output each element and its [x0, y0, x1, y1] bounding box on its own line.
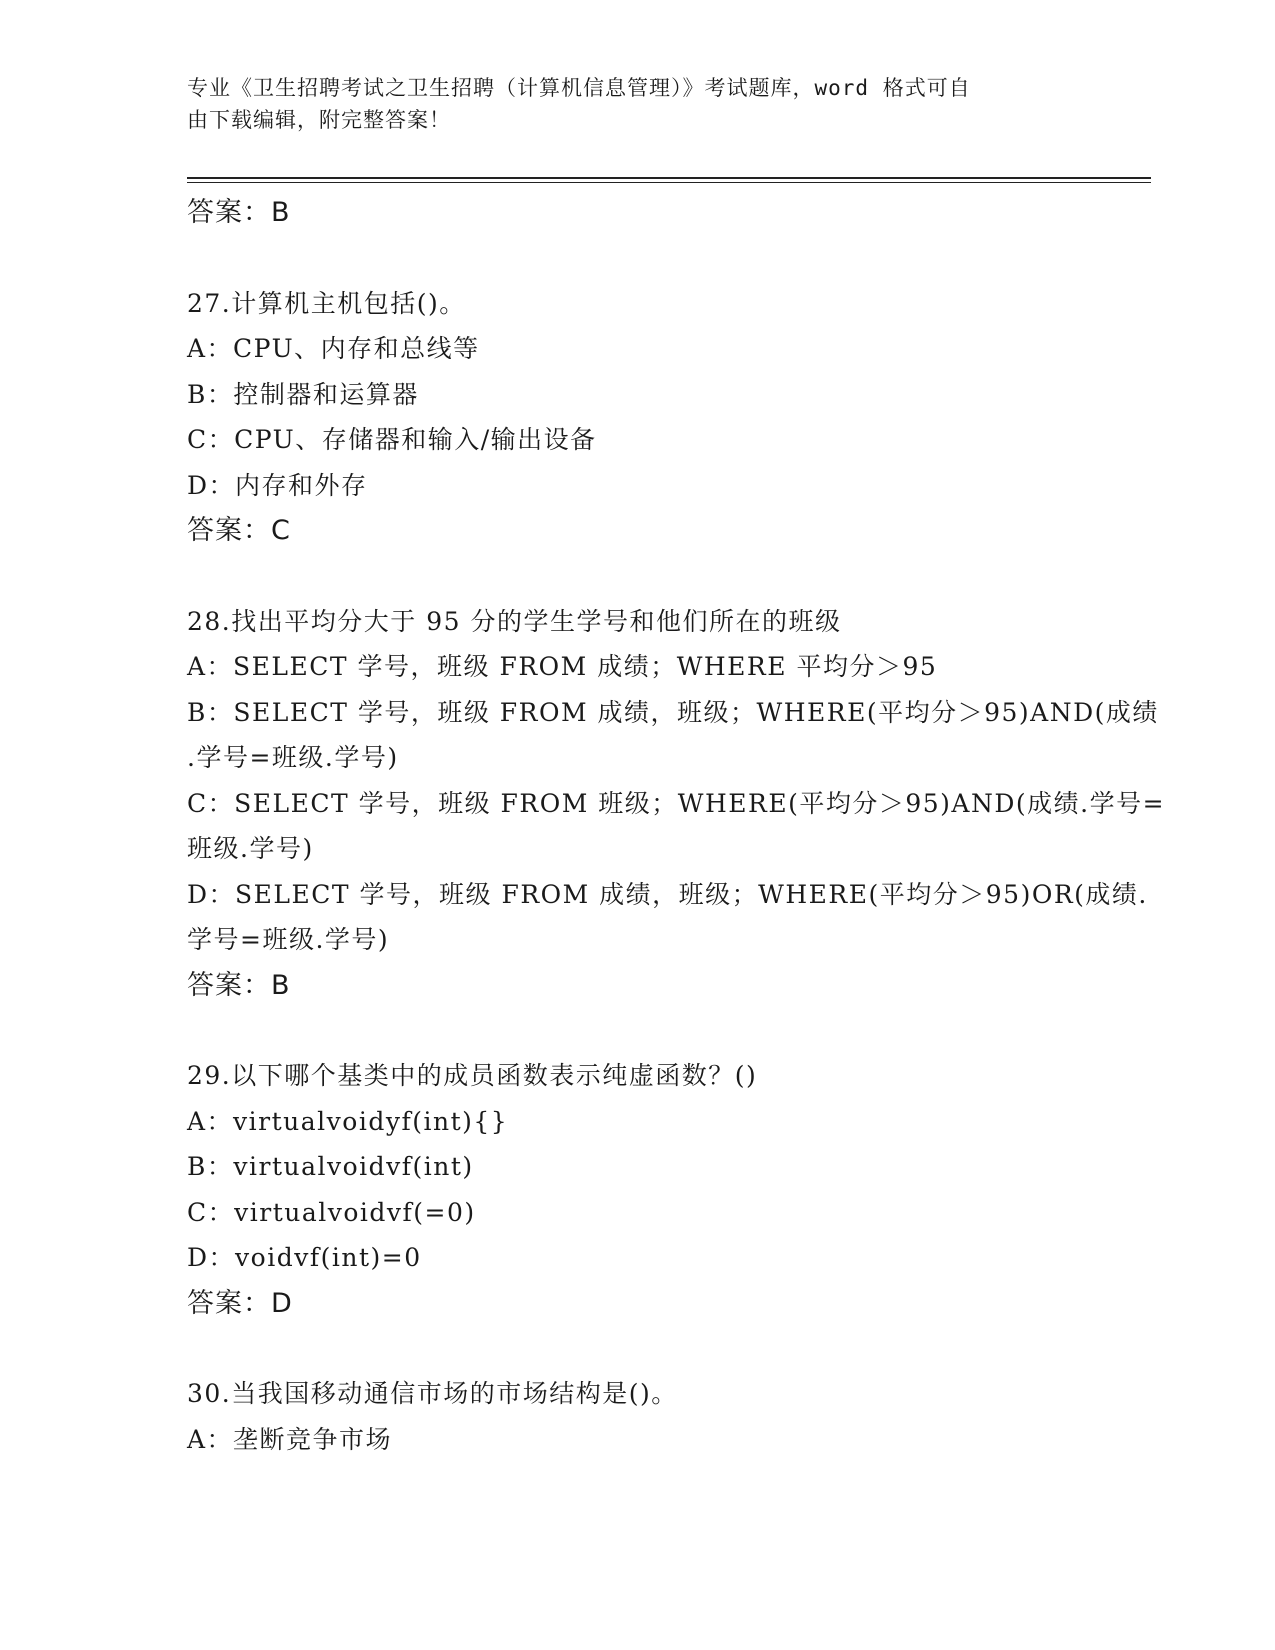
- header-divider-thin: [187, 182, 1151, 183]
- spacer: [187, 236, 1087, 281]
- question-27-option-b: B：控制器和运算器: [187, 379, 419, 409]
- question-29-option-c: C：virtualvoidvf(=0): [187, 1197, 476, 1227]
- question-28-answer: 答案：B: [187, 969, 291, 1001]
- question-29-option-d: D：voidvf(int)=0: [187, 1243, 422, 1272]
- question-28-stem: 28.找出平均分大于 95 分的学生学号和他们所在的班级: [187, 606, 842, 636]
- question-list: [187, 190, 1166, 1462]
- spacer: [187, 1008, 1087, 1053]
- question-28-option-d-cont: 学号=班级.学号): [187, 925, 390, 954]
- question-27-option-a: A：CPU、内存和总线等: [187, 334, 480, 363]
- document-header: [187, 72, 1067, 136]
- question-29-answer: 答案：D: [187, 1287, 293, 1319]
- header-line-1: 专业《卫生招聘考试之卫生招聘（计算机信息管理）》考试题库，word 格式可自: [187, 76, 971, 100]
- question-27-stem: 27.计算机主机包括()。: [187, 288, 466, 318]
- question-28-option-d: D：SELECT 学号，班级 FROM 成绩，班级；WHERE(平均分＞95)OR(成绩.: [187, 879, 1148, 909]
- header-line-2: 由下载编辑，附完整答案！: [187, 108, 451, 132]
- question-30-option-a: A：垄断竞争市场: [187, 1424, 393, 1454]
- question-28-option-b-cont: .学号=班级.学号): [187, 743, 399, 772]
- question-27-option-c: C：CPU、存储器和输入/输出设备: [187, 425, 597, 454]
- question-27-option-d: D：内存和外存: [187, 470, 368, 500]
- question-29-option-b: B：virtualvoidvf(int): [187, 1152, 474, 1181]
- question-28-option-a: A：SELECT 学号，班级 FROM 成绩；WHERE 平均分＞95: [187, 652, 938, 681]
- question-27-answer: 答案：C: [187, 515, 291, 546]
- question-29-option-a: A：virtualvoidyf(int){}: [187, 1106, 509, 1136]
- answer-line: 答案：B: [187, 197, 291, 228]
- question-29-stem: 29.以下哪个基类中的成员函数表示纯虚函数？(): [187, 1061, 758, 1090]
- spacer: [187, 554, 1087, 599]
- question-30-stem: 30.当我国移动通信市场的市场结构是()。: [187, 1379, 678, 1408]
- spacer: [187, 1326, 1087, 1371]
- header-divider-thick: [187, 177, 1151, 179]
- question-28-option-c-cont: 班级.学号): [187, 834, 314, 863]
- question-28-option-c: C：SELECT 学号，班级 FROM 班级；WHERE(平均分＞95)AND(成绩.学号=: [187, 788, 1166, 818]
- question-28-option-b: B：SELECT 学号，班级 FROM 成绩，班级；WHERE(平均分＞95)AND(成绩: [187, 697, 1159, 727]
